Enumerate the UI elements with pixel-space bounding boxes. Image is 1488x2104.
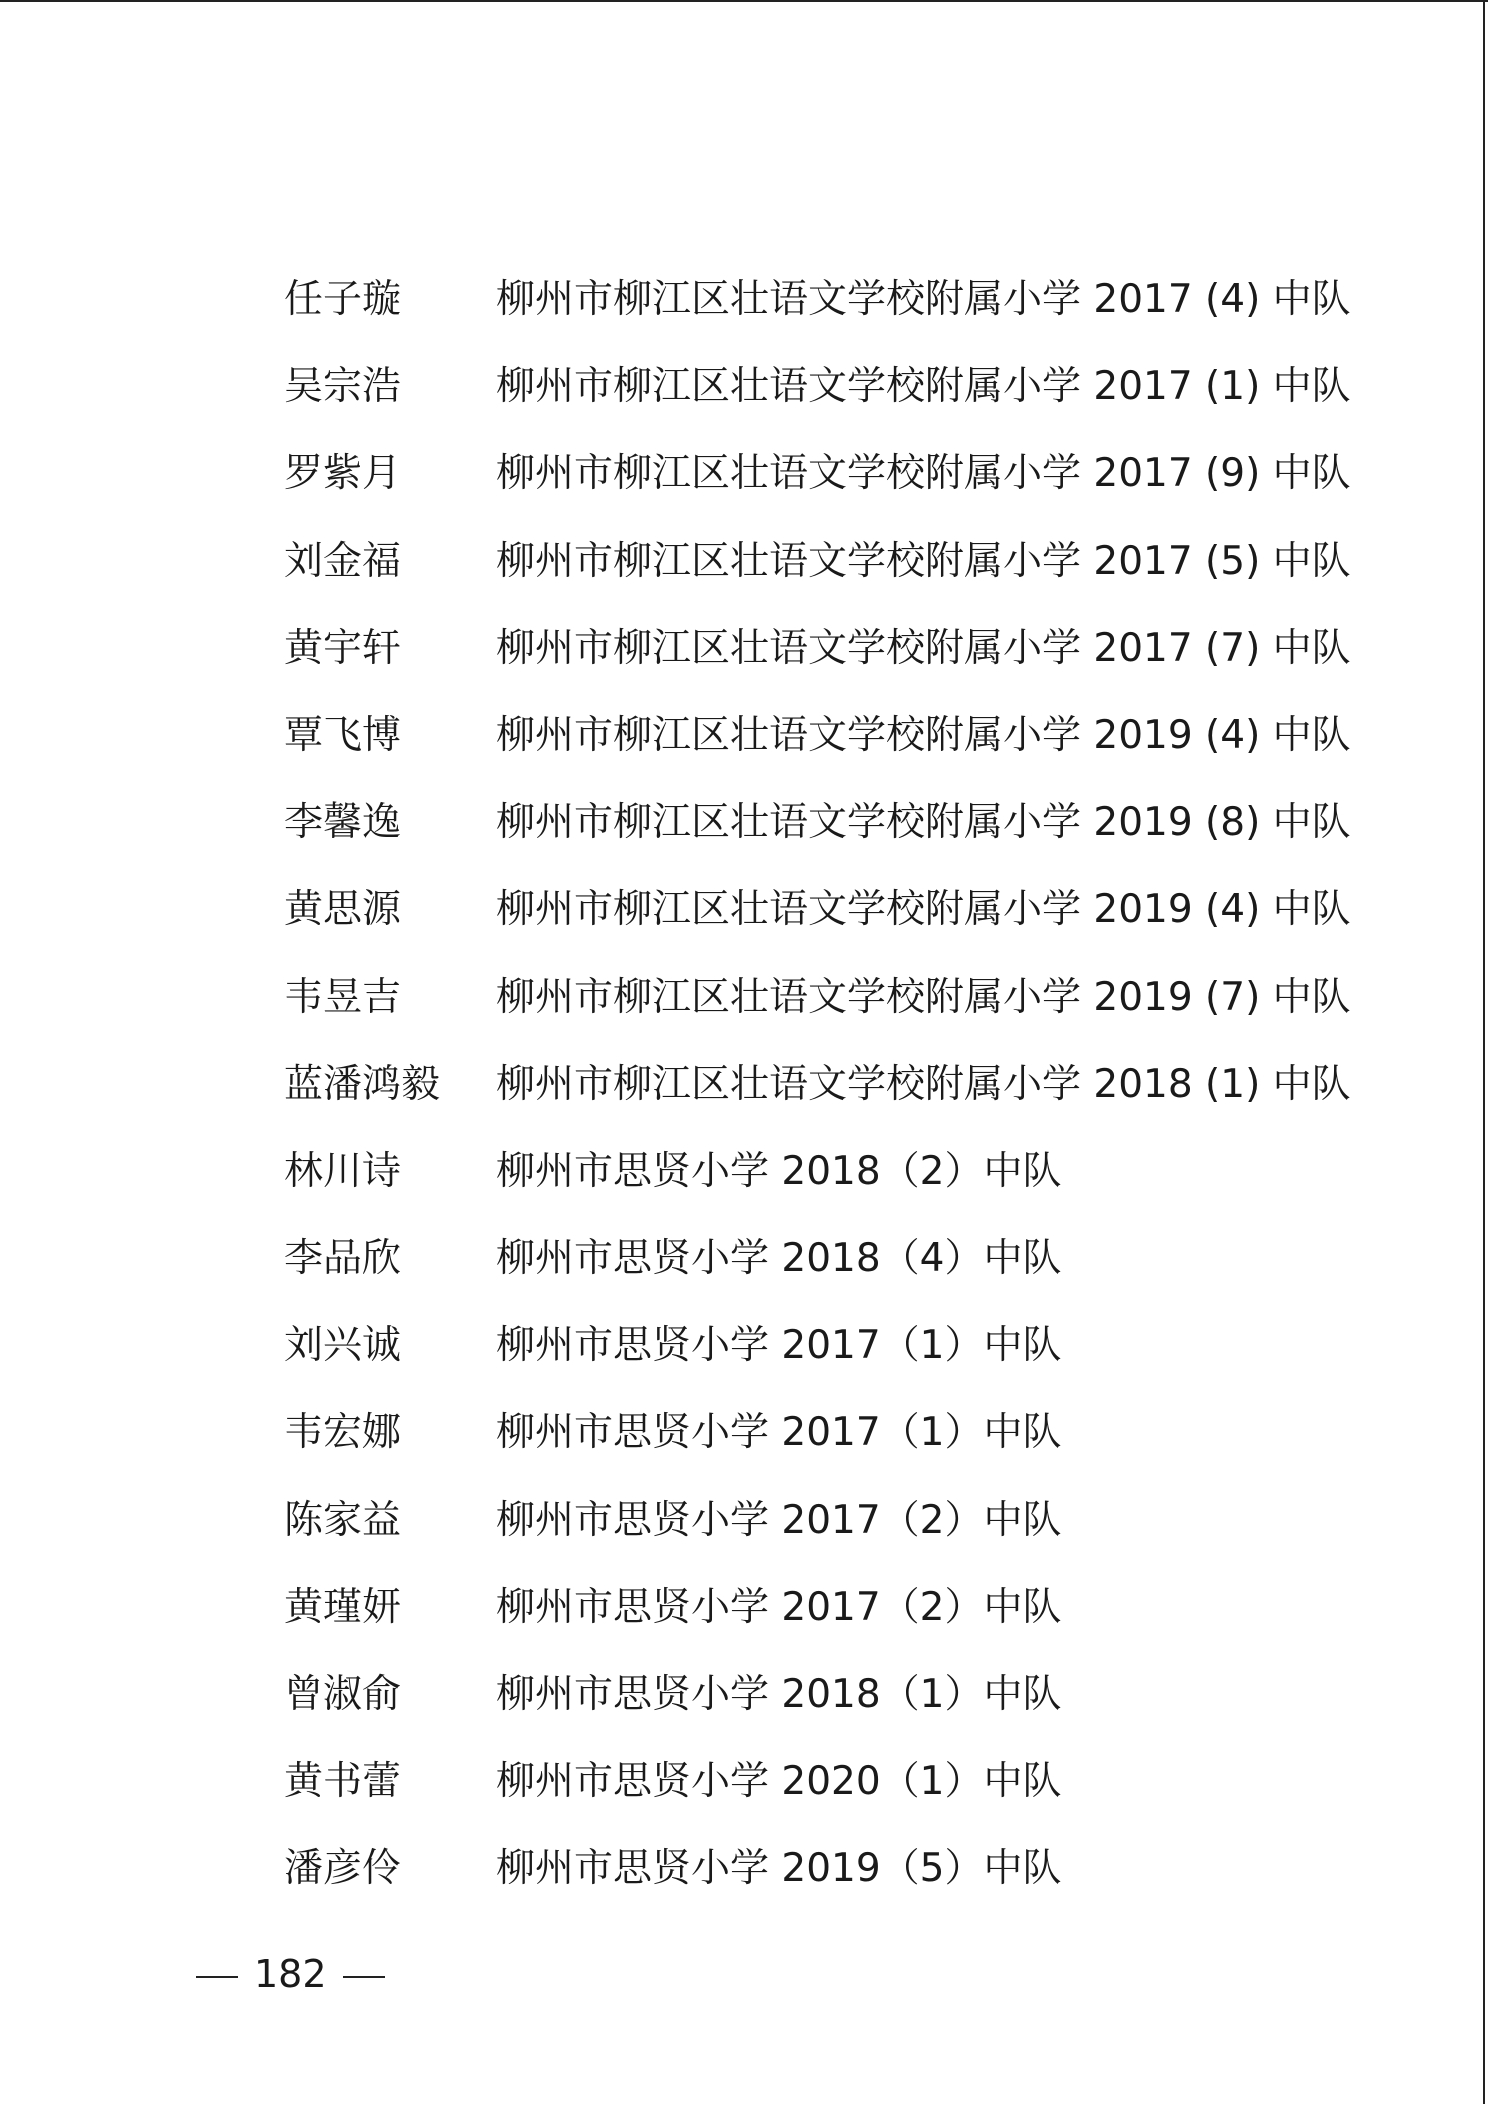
student-name: 韦昱吉 [284,974,402,1020]
school-unit: 柳州市思贤小学 2020（1）中队 [496,1759,1062,1805]
page-border-top [0,0,1488,2]
student-name: 任子璇 [284,277,402,322]
roster-row [284,1665,1384,1752]
roster-row [284,793,1384,880]
roster-row [284,270,1384,357]
footer-dash-left [196,1976,238,1978]
roster-row [284,706,1384,793]
school-unit: 柳州市柳江区壮语文学校附属小学 2017 (1) 中队 [496,364,1351,410]
student-name: 李品欣 [284,1236,402,1282]
roster-row [284,1578,1384,1665]
student-name: 林川诗 [284,1148,402,1194]
footer-dash-right [343,1976,385,1978]
student-name: 黄瑾妍 [284,1584,402,1630]
page-number: 182 [254,1952,327,1996]
roster-row [284,1491,1384,1578]
page-footer [196,1944,385,2004]
school-unit: 柳州市思贤小学 2019（5）中队 [496,1846,1062,1892]
honor-roster [284,270,1384,1927]
roster-row [284,1142,1384,1229]
school-unit: 柳州市柳江区壮语文学校附属小学 2017 (9) 中队 [496,451,1351,497]
school-unit: 柳州市思贤小学 2018（4）中队 [496,1236,1062,1282]
school-unit: 柳州市柳江区壮语文学校附属小学 2019 (4) 中队 [496,712,1351,758]
student-name: 黄书蕾 [284,1759,402,1805]
student-name: 黄思源 [284,887,402,933]
school-unit: 柳州市思贤小学 2017（2）中队 [496,1497,1062,1543]
school-unit: 柳州市柳江区壮语文学校附属小学 2019 (4) 中队 [496,887,1351,933]
roster-row [284,532,1384,619]
roster-row [284,444,1384,531]
roster-row [284,968,1384,1055]
roster-row [284,1839,1384,1926]
student-name: 罗紫月 [284,451,402,497]
roster-row [284,1403,1384,1490]
roster-row [284,1752,1384,1839]
school-unit: 柳州市柳江区壮语文学校附属小学 2018 (1) 中队 [496,1061,1351,1107]
student-name: 覃飞博 [284,712,402,758]
student-name: 陈家益 [284,1497,402,1543]
student-name: 黄宇轩 [284,625,402,671]
roster-row [284,619,1384,706]
school-unit: 柳州市柳江区壮语文学校附属小学 2019 (7) 中队 [496,974,1351,1020]
school-unit: 柳州市思贤小学 2017（1）中队 [496,1410,1062,1456]
roster-row [284,1055,1384,1142]
school-unit: 柳州市柳江区壮语文学校附属小学 2017 (5) 中队 [496,538,1351,584]
school-unit: 柳州市柳江区壮语文学校附属小学 2019 (8) 中队 [496,800,1351,846]
school-unit: 柳州市柳江区壮语文学校附属小学 2017 (7) 中队 [496,625,1351,671]
roster-row [284,357,1384,444]
school-unit: 柳州市思贤小学 2017（1）中队 [496,1323,1062,1369]
school-unit: 柳州市思贤小学 2018（2）中队 [496,1148,1062,1194]
student-name: 韦宏娜 [284,1410,402,1456]
student-name: 蓝潘鸿毅 [284,1061,441,1107]
student-name: 刘金福 [284,538,402,584]
student-name: 潘彦伶 [284,1846,402,1892]
roster-row [284,1229,1384,1316]
student-name: 吴宗浩 [284,364,402,410]
student-name: 曾淑俞 [284,1672,402,1717]
school-unit: 柳州市柳江区壮语文学校附属小学 2017 (4) 中队 [496,277,1351,322]
page-border-right [1483,0,1485,2104]
student-name: 李馨逸 [284,800,402,846]
roster-row [284,880,1384,967]
school-unit: 柳州市思贤小学 2017（2）中队 [496,1584,1062,1630]
student-name: 刘兴诚 [284,1323,402,1369]
roster-row [284,1316,1384,1403]
school-unit: 柳州市思贤小学 2018（1）中队 [496,1672,1062,1717]
